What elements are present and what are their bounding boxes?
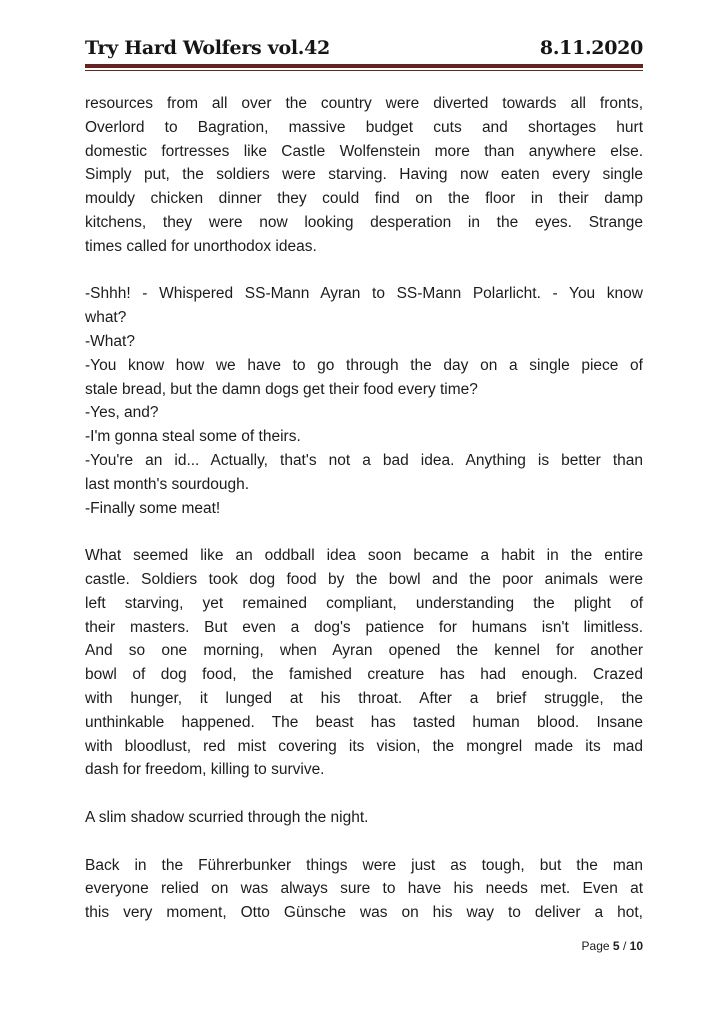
text-line: this very moment, Otto Günsche was on his way to deliver a hot, <box>85 904 643 922</box>
text-line: mouldy chicken dinner they could find on the floor in their damp <box>85 190 643 208</box>
paragraph <box>85 806 643 830</box>
text-line: What seemed like an oddball idea soon became a habit in the entire <box>85 547 643 565</box>
text-line: -What? <box>85 332 135 350</box>
page-date: 8.11.2020 <box>539 37 643 59</box>
text-line: -I'm gonna steal some of theirs. <box>85 428 301 446</box>
page-number-label: Page <box>581 939 610 953</box>
page-header <box>85 36 643 71</box>
text-line: resources from all over the country were diverted towards all fronts, <box>85 95 643 112</box>
text-line: everyone relied on was always sure to have his needs met. Even at <box>85 880 643 898</box>
text-line: -Yes, and? <box>85 404 159 422</box>
paragraph <box>85 544 643 782</box>
text-line: A slim shadow scurried through the night. <box>85 808 369 826</box>
page-number-current: 5 <box>612 939 620 953</box>
paragraph <box>85 92 643 259</box>
text-line: domestic fortresses like Castle Wolfenstein more than anywhere else. <box>85 142 643 160</box>
text-line: their masters. But even a dog's patience for humans isn't limitless. <box>85 618 643 636</box>
text-line: -You're an id... Actually, that's not a bad idea. Anything is better than <box>85 451 643 469</box>
text-line: last month's sourdough. <box>85 475 250 493</box>
text-line: -Shhh! - Whispered SS-Mann Ayran to SS-Mann Polarlicht. - You know <box>85 285 643 303</box>
paragraph-dialogue <box>85 282 643 520</box>
text-line: what? <box>85 309 127 327</box>
text-line: -Finally some meat! <box>85 499 221 517</box>
page-number-total: 10 <box>629 939 643 953</box>
text-line: Overlord to Bagration, massive budget cuts and shortages hurt <box>85 118 643 136</box>
page-number-separator: / <box>622 939 627 953</box>
text-line: kitchens, they were now looking desperation in the eyes. Strange <box>85 213 643 231</box>
text-line: Simply put, the soldiers were starving. Having now eaten every single <box>85 166 643 184</box>
text-line: And so one morning, when Ayran opened the kennel for another <box>85 642 643 660</box>
text-line: bowl of dog food, the famished creature has had enough. Crazed <box>85 666 643 684</box>
text-line: -You know how we have to go through the day on a single piece of <box>85 356 643 374</box>
text-line: with hunger, it lunged at his throat. After a brief struggle, the <box>85 689 643 707</box>
page-body <box>85 92 643 925</box>
text-line: castle. Soldiers took dog food by the bowl and the poor animals were <box>85 570 643 588</box>
page-footer <box>85 939 643 953</box>
text-line: unthinkable happened. The beast has tasted human blood. Insane <box>85 713 643 731</box>
text-line: dash for freedom, killing to survive. <box>85 761 325 779</box>
text-line: Back in the Führerbunker things were just as tough, but the man <box>85 856 643 874</box>
text-line: left starving, yet remained compliant, understanding the plight of <box>85 594 643 612</box>
page-title: Try Hard Wolfers vol.42 <box>85 37 330 59</box>
text-line: stale bread, but the damn dogs get their food every time? <box>85 380 478 398</box>
header-rule <box>85 64 643 71</box>
paragraph <box>85 854 643 925</box>
text-line: with bloodlust, red mist covering its vision, the mongrel made its mad <box>85 737 643 755</box>
text-line: times called for unorthodox ideas. <box>85 237 317 255</box>
